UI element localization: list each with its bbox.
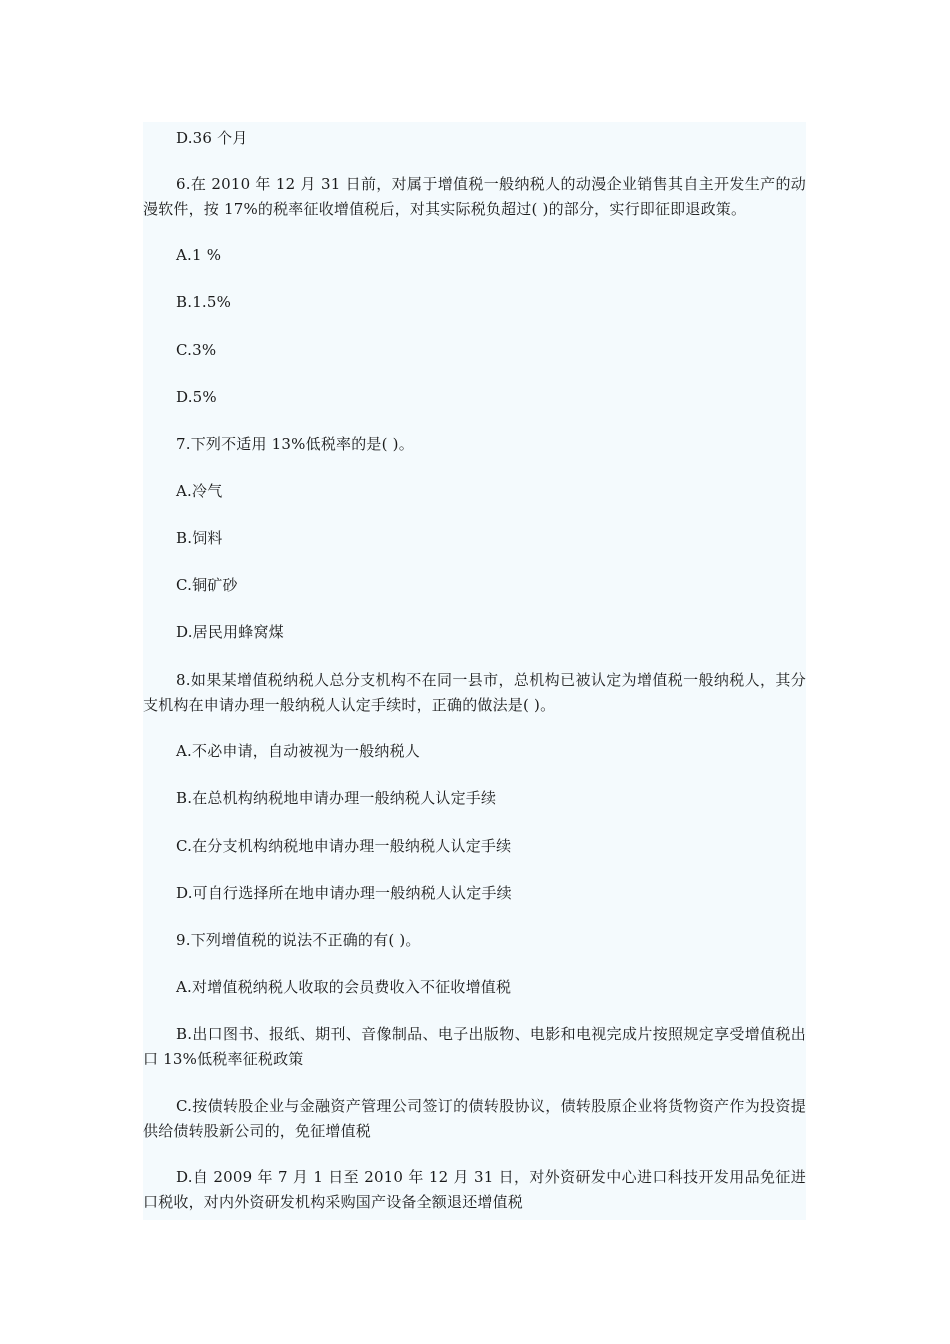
- option-9d: D.自 2009 年 7 月 1 日至 2010 年 12 月 31 日，对外资研发中心进口科技开发用品免征进口税收，对内外资研发机构采购国产设备全额退还增值税: [143, 1168, 806, 1211]
- option-8d: D.可自行选择所在地申请办理一般纳税人认定手续: [176, 884, 512, 902]
- question-7: 7.下列不适用 13%低税率的是( )。: [176, 435, 414, 453]
- option-7b: B.饲料: [176, 529, 223, 547]
- question-6: 6.在 2010 年 12 月 31 日前，对属于增值税一般纳税人的动漫企业销售其自主开发生产的动漫软件，按 17%的税率征收增值税后，对其实际税负超过( )的部分，实行即征即退政策。: [143, 175, 806, 218]
- option-8a: A.不必申请，自动被视为一般纳税人: [176, 742, 421, 760]
- option-9b: B.出口图书、报纸、期刊、音像制品、电子出版物、电影和电视完成片按照规定享受增值税出口 13%低税率征税政策: [143, 1025, 806, 1068]
- question-8: 8.如果某增值税纳税人总分支机构不在同一县市，总机构已被认定为增值税一般纳税人，其分支机构在申请办理一般纳税人认定手续时，正确的做法是( )。: [143, 671, 806, 714]
- option-9a: A.对增值税纳税人收取的会员费收入不征收增值税: [176, 978, 512, 996]
- document-body: [143, 122, 806, 1220]
- option-5d: D.36 个月: [176, 129, 248, 147]
- option-6c: C.3%: [176, 341, 217, 359]
- option-9c: C.按债转股企业与金融资产管理公司签订的债转股协议，债转股原企业将货物资产作为投资提供给债转股新公司的，免征增值税: [143, 1097, 806, 1140]
- option-8c: C.在分支机构纳税地申请办理一般纳税人认定手续: [176, 837, 512, 855]
- option-7d: D.居民用蜂窝煤: [176, 623, 284, 641]
- option-8b: B.在总机构纳税地申请办理一般纳税人认定手续: [176, 789, 497, 807]
- option-7a: A.冷气: [176, 482, 223, 500]
- option-6b: B.1.5%: [176, 293, 232, 311]
- option-7c: C.铜矿砂: [176, 576, 238, 594]
- question-9: 9.下列增值税的说法不正确的有( )。: [176, 931, 421, 949]
- option-6d: D.5%: [176, 388, 217, 406]
- option-6a: A.1 %: [176, 246, 222, 264]
